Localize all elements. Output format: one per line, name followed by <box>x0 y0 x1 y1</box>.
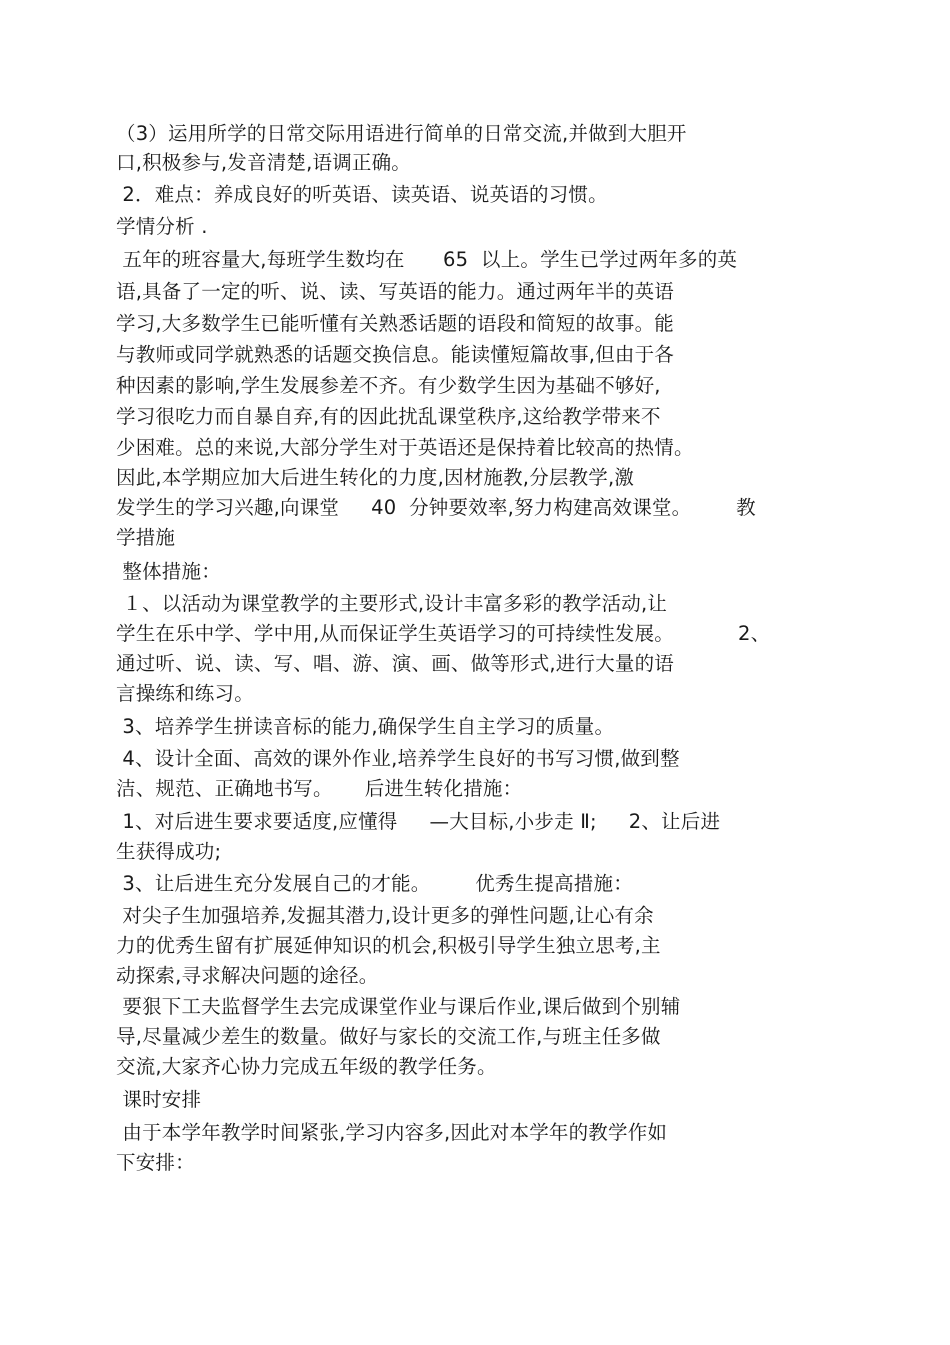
section-heading: 学情分析 . <box>116 215 208 238</box>
text-line: 种因素的影响,学生发展参差不齐。有少数学生因为基础不够好, <box>116 374 661 397</box>
text-line: 洁、规范、正确地书写。 后进生转化措施： <box>116 777 523 800</box>
text-line: 导,尽量减少差生的数量。做好与家长的交流工作,与班主任多做 <box>116 1025 661 1048</box>
section-heading: 课时安排 <box>116 1088 202 1111</box>
text-line: 少困难。总的来说,大部分学生对于英语还是保持着比较高的热情。 <box>116 436 694 459</box>
text-line: 因此,本学期应加大后进生转化的力度,因材施教,分层教学,激 <box>116 466 635 489</box>
text-line: 语,具备了一定的听、说、读、写英语的能力。通过两年半的英语 <box>116 280 674 303</box>
text-line: 交流,大家齐心协力完成五年级的教学任务。 <box>116 1055 497 1078</box>
text-line: １、以活动为课堂教学的主要形式,设计丰富多彩的教学活动,让 <box>116 592 668 615</box>
text-line: 学习,大多数学生已能听懂有关熟悉话题的语段和简短的故事。能 <box>116 312 674 335</box>
text-line: 生获得成功; <box>116 840 222 863</box>
text-line: 发学生的学习兴趣,向课堂 40 分钟要效率,努力构建高效课堂。 教 <box>116 496 756 519</box>
text-line: 言操练和练习。 <box>116 682 254 705</box>
text-line: 1、对后进生要求要适度,应懂得 —大目标,小步走 Ⅱ; 2、让后进 <box>116 810 721 833</box>
text-line: 与教师或同学就熟悉的话题交换信息。能读懂短篇故事,但由于各 <box>116 343 674 366</box>
text-line: 2．难点：养成良好的听英语、读英语、说英语的习惯。 <box>116 183 608 206</box>
text-line: 五年的班容量大,每班学生数均在 65 以上。学生已学过两年多的英 <box>116 248 738 271</box>
text-line: 4、设计全面、高效的课外作业,培养学生良好的书写习惯,做到整 <box>116 747 680 770</box>
text-line: 学生在乐中学、学中用,从而保证学生英语学习的可持续性发展。 2、 <box>116 622 771 645</box>
text-line: 对尖子生加强培养,发掘其潜力,设计更多的弹性问题,让心有余 <box>116 904 654 927</box>
text-line: 3、让后进生充分发展自己的才能。 优秀生提高措施： <box>116 872 633 895</box>
text-line: 学措施 <box>116 526 176 549</box>
text-line: （3）运用所学的日常交际用语进行简单的日常交流,并做到大胆开 <box>116 122 687 145</box>
section-heading: 整体措施： <box>116 560 221 583</box>
text-line: 口,积极参与,发音清楚,语调正确。 <box>116 151 411 174</box>
text-line: 动探索,寻求解决问题的途径。 <box>116 964 379 987</box>
text-line: 学习很吃力而自暴自弃,有的因此扰乱课堂秩序,这给教学带来不 <box>116 405 661 428</box>
text-line: 由于本学年教学时间紧张,学习内容多,因此对本学年的教学作如 <box>116 1121 668 1144</box>
text-line: 3、培养学生拼读音标的能力,确保学生自主学习的质量。 <box>116 715 615 738</box>
text-line: 要狠下工夫监督学生去完成课堂作业与课后作业,课后做到个别辅 <box>116 995 681 1018</box>
text-line: 力的优秀生留有扩展延伸知识的机会,积极引导学生独立思考,主 <box>116 934 661 957</box>
text-line: 下安排： <box>116 1151 195 1174</box>
text-line: 通过听、说、读、写、唱、游、演、画、做等形式,进行大量的语 <box>116 652 674 675</box>
